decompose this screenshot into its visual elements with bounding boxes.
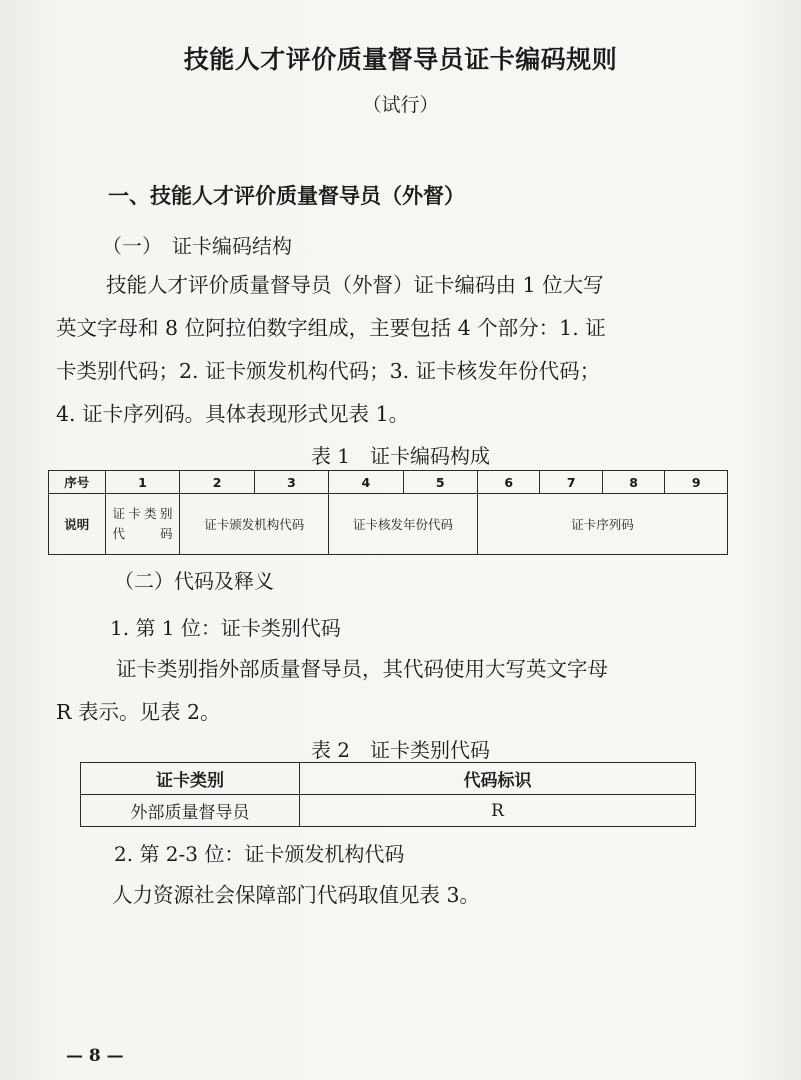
table-header-cell: 证卡类别 bbox=[81, 763, 300, 795]
paragraph-3: 人力资源社会保障部门代码取值见表 3。 bbox=[112, 883, 481, 907]
table-row bbox=[49, 494, 728, 555]
table-cell-desc-label: 说明 bbox=[49, 494, 106, 555]
table-cell-serial-code: 证卡序列码 bbox=[477, 494, 727, 555]
category-code-line: 证卡类别 bbox=[112, 506, 173, 521]
table-cell-year-code: 证卡核发年份代码 bbox=[329, 494, 478, 555]
table-cell: 外部质量督导员 bbox=[81, 795, 300, 827]
table-1-caption: 表 1 证卡编码构成 bbox=[310, 444, 491, 468]
table-row bbox=[81, 763, 696, 795]
paragraph-2-line: 证卡类别指外部质量督导员，其代码使用大写英文字母 bbox=[116, 657, 608, 681]
table-cell-position: 9 bbox=[665, 471, 728, 494]
table-cell-position: 8 bbox=[602, 471, 664, 494]
table-cell-position: 7 bbox=[540, 471, 602, 494]
paragraph-1 bbox=[56, 264, 736, 436]
subsection-heading-2: （二）代码及释义 bbox=[114, 569, 274, 593]
table-cell-header-label: 序号 bbox=[49, 471, 106, 494]
table-cell-position: 6 bbox=[477, 471, 539, 494]
table-cell-position: 5 bbox=[403, 471, 477, 494]
subsection-heading-1: （一） 证卡编码结构 bbox=[102, 234, 292, 258]
paragraph-2-line: R 表示。见表 2。 bbox=[56, 700, 221, 724]
paragraph-1-line: 技能人才评价质量督导员（外督）证卡编码由 1 位大写 bbox=[106, 273, 604, 297]
category-code-line: 代 码 bbox=[112, 526, 173, 541]
table-cell-position: 3 bbox=[254, 471, 328, 494]
paragraph-1-line: 4. 证卡序列码。具体表现形式见表 1。 bbox=[56, 402, 410, 426]
table-cell-issuer-code: 证卡颁发机构代码 bbox=[180, 494, 329, 555]
table-cell-position: 2 bbox=[180, 471, 254, 494]
document-title: 技能人才评价质量督导员证卡编码规则 bbox=[183, 45, 618, 74]
table-2-category-code bbox=[80, 762, 696, 827]
item-heading-2: 2. 第 2-3 位：证卡颁发机构代码 bbox=[114, 842, 405, 866]
paragraph-2 bbox=[56, 648, 608, 734]
table-cell-position: 1 bbox=[105, 471, 180, 494]
item-heading-1: 1. 第 1 位：证卡类别代码 bbox=[110, 616, 341, 640]
document-subtitle: （试行） bbox=[362, 94, 439, 116]
table-2-caption: 表 2 证卡类别代码 bbox=[310, 738, 491, 762]
table-row bbox=[81, 795, 696, 827]
table-1-code-structure bbox=[48, 470, 728, 555]
paragraph-1-line: 卡类别代码；2. 证卡颁发机构代码；3. 证卡核发年份代码； bbox=[56, 359, 601, 383]
table-row bbox=[49, 471, 728, 494]
paragraph-1-line: 英文字母和 8 位阿拉伯数字组成，主要包括 4 个部分：1. 证 bbox=[56, 316, 606, 340]
table-cell: R bbox=[300, 795, 696, 827]
section-heading-1: 一、技能人才评价质量督导员（外督） bbox=[108, 184, 465, 208]
page-number: — 8 — bbox=[66, 1046, 124, 1066]
table-header-cell: 代码标识 bbox=[300, 763, 696, 795]
table-cell-category-code bbox=[105, 494, 180, 555]
table-cell-position: 4 bbox=[329, 471, 403, 494]
